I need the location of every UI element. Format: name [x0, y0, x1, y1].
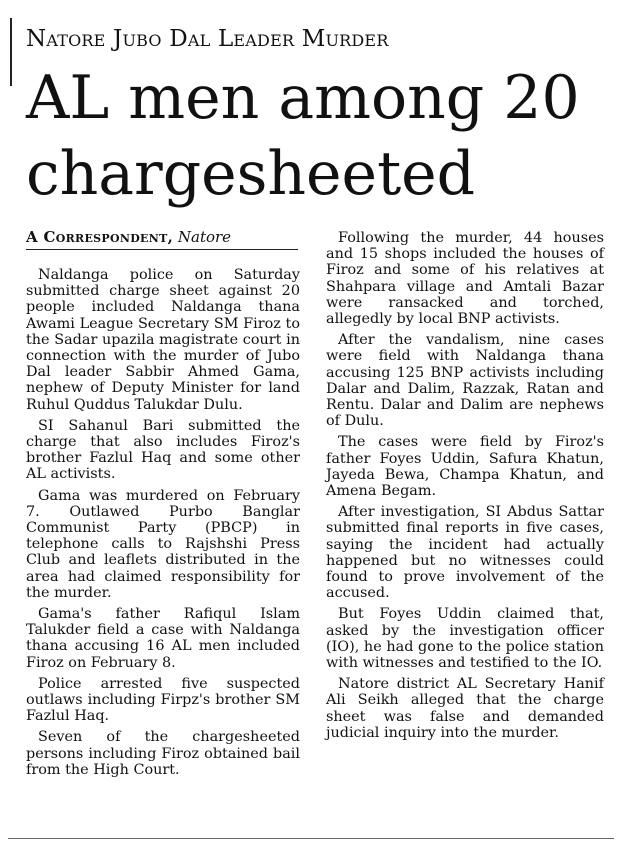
byline-author: A Correspondent, [26, 228, 174, 246]
bottom-rule [8, 838, 614, 839]
paragraph: After investigation, SI Abdus Sattar submitted final reports in five cases, saying the incident had actually happened but no witnesses could found to prove involvement of the accused. [326, 504, 604, 602]
right-column [326, 230, 604, 746]
paragraph: After the vandalism, nine cases were field with Naldanga thana accusing 125 BNP activists including Dalar and Dalim, Razzak, Ratan and Rentu. Dalar and Dalim are nephews of Dulu. [326, 332, 604, 430]
headline: AL men among 20 chargesheeted [26, 63, 580, 209]
paragraph: Naldanga police on Saturday submitted charge sheet against 20 people included Naldanga thana Awami League Secretary SM Firoz to the Sadar upazila magistrate court in connection with the murder of Jubo Dal leader Sabbir Ahmed Gama, nephew of Deputy Minister for land Ruhul Quddus Talukdar Dulu. [26, 267, 300, 413]
byline [26, 228, 298, 246]
paragraph: Seven of the chargesheeted persons including Firoz obtained bail from the High Court. [26, 729, 300, 778]
byline-rule [26, 249, 298, 250]
paragraph: Natore district AL Secretary Hanif Ali Seikh alleged that the charge sheet was false and demanded judicial inquiry into the murder. [326, 676, 604, 741]
paragraph: Gama's father Rafiqul Islam Talukder field a case with Naldanga thana accusing 16 AL men included Firoz on February 8. [26, 606, 300, 671]
paragraph: But Foyes Uddin claimed that, asked by the investigation officer (IO), he had gone to the police station with witnesses and testified to the IO. [326, 606, 604, 672]
paragraph: SI Sahanul Bari submitted the charge that also includes Firoz's brother Fazlul Haq and some other AL activists. [26, 417, 300, 483]
paragraph: Gama was murdered on February 7. Outlawed Purbo Banglar Communist Party (PBCP) in telephone calls to Rajshshi Press Club and leaflets distributed in the area had claimed responsibility for the murder. [26, 487, 300, 601]
header-left-rule [10, 18, 12, 86]
paragraph: The cases were field by Firoz's father Foyes Uddin, Safura Khatun, Jayeda Bewa, Champa Khatun, and Amena Begam. [326, 434, 604, 500]
left-column [26, 267, 300, 783]
kicker-text: Natore Jubo Dal Leader Murder [26, 26, 389, 52]
byline-location: Natore [177, 228, 232, 246]
paragraph: Following the murder, 44 houses and 15 shops included the houses of Firoz and some of his relatives at Shahpara village and Amtali Bazar were ransacked and torched, allegedly by local BNP activists. [326, 230, 604, 328]
kicker [26, 24, 389, 54]
paragraph: Police arrested five suspected outlaws including Firpz's brother SM Fazlul Haq. [26, 675, 300, 725]
